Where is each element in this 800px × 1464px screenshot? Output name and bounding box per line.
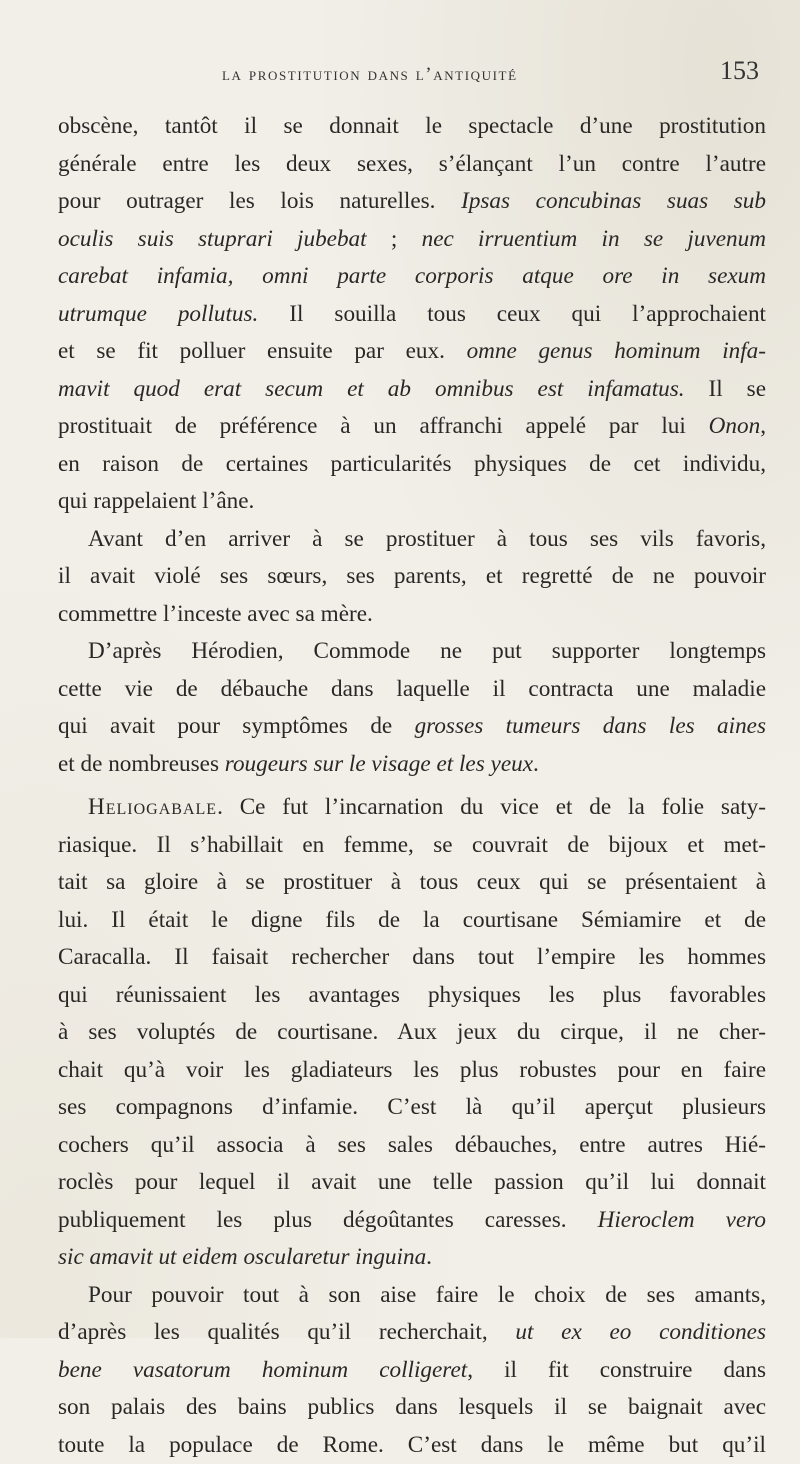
latin-quote: nec irruentium in se juvenum — [422, 226, 766, 252]
latin-quote: Ipsas concubinas suas sub — [461, 188, 766, 214]
latin-quote: utrumque pollutus. — [58, 301, 258, 327]
text-line: d’après les qualités qu’il recherchait, ut ex eo conditiones — [58, 1314, 766, 1352]
paragraph-start: Heliogabale. Ce fut l’incarnation du vice et de la folie saty- — [58, 789, 766, 827]
text-line: riasique. Il s’habillait en femme, se couvrait de bijoux et met- — [58, 827, 766, 865]
text-line: cette vie de débauche dans laquelle il contracta une maladie — [58, 671, 766, 709]
proper-name: Onon — [709, 413, 761, 439]
text-line: il avait violé ses sœurs, ses parents, et regretté de ne pouvoir — [58, 558, 766, 596]
text-line: en raison de certaines particularités physiques de cet individu, — [58, 446, 766, 484]
page-header — [0, 56, 800, 96]
text-line — [58, 258, 766, 296]
text-line: lui. Il était le digne fils de la courtisane Sémiamire et de — [58, 902, 766, 940]
text-line: toute la populace de Rome. C’est dans le même but qu’il — [58, 1427, 766, 1464]
text-line: prostituait de préférence à un affranchi appelé par lui Onon, — [58, 408, 766, 446]
latin-quote: bene vasatorum hominum colligeret — [58, 1357, 467, 1383]
text-line: générale entre les deux sexes, s’élançant l’un contre l’autre — [58, 146, 766, 184]
latin-quote: Hieroclem vero — [598, 1207, 766, 1233]
text-line: Caracalla. Il faisait rechercher dans tout l’empire les hommes — [58, 939, 766, 977]
latin-quote: mavit quod erat secum et ab omnibus est infamatus. — [58, 376, 685, 402]
text-line: sic amavit ut eidem oscularetur inguina. — [58, 1239, 766, 1277]
latin-quote: carebat infamia, omni parte corporis atque ore in sexum — [58, 263, 766, 289]
text-line: publiquement les plus dégoûtantes caresses. Hieroclem vero — [58, 1202, 766, 1240]
text-line: et de nombreuses rougeurs sur le visage et les yeux. — [58, 746, 766, 784]
text-line: roclès pour lequel il avait une telle passion qu’il lui donnait — [58, 1164, 766, 1202]
text-line: utrumque pollutus. Il souilla tous ceux qui l’approchaient — [58, 296, 766, 334]
text-line: commettre l’inceste avec sa mère. — [58, 596, 766, 634]
latin-quote: oculis suis stuprari jubebat — [58, 226, 367, 252]
paragraph-start: Pour pouvoir tout à son aise faire le choix de ses amants, — [58, 1277, 766, 1315]
page-number: 153 — [720, 56, 759, 86]
paragraph-start: D’après Hérodien, Commode ne put supporter longtemps — [58, 633, 766, 671]
emphasis: rougeurs sur le visage et les yeux — [225, 751, 533, 777]
emphasis: grosses tumeurs dans les aines — [415, 713, 766, 739]
text-line: et se fit polluer ensuite par eux. omne genus hominum infa- — [58, 333, 766, 371]
text-line: ses compagnons d’infamie. C’est là qu’il aperçut plusieurs — [58, 1089, 766, 1127]
text-line: pour outrager les lois naturelles. Ipsas concubinas suas sub — [58, 183, 766, 221]
text-line: tait sa gloire à se prostituer à tous ceux qui se présentaient à — [58, 864, 766, 902]
text-line: cochers qu’il associa à ses sales débauches, entre autres Hié- — [58, 1127, 766, 1165]
latin-quote: ut ex eo conditiones — [515, 1319, 766, 1345]
section-heading: Heliogabale — [88, 794, 217, 820]
text-line: obscène, tantôt il se donnait le spectacle d’une prostitution — [58, 108, 766, 146]
body-text — [58, 108, 766, 1464]
latin-quote: sic amavit ut eidem oscularetur inguina — [58, 1244, 426, 1270]
paragraph-start: Avant d’en arriver à se prostituer à tous ses vils favoris, — [58, 521, 766, 559]
text-line: mavit quod erat secum et ab omnibus est infamatus. Il se — [58, 371, 766, 409]
text-line: qui avait pour symptômes de grosses tumeurs dans les aines — [58, 708, 766, 746]
running-title: la prostitution dans l’antiquité — [222, 64, 518, 86]
text-line: qui rappelaient l’âne. — [58, 483, 766, 521]
text-line: à ses voluptés de courtisane. Aux jeux du cirque, il ne cher- — [58, 1014, 766, 1052]
text-line: son palais des bains publics dans lesquels il se baignait avec — [58, 1389, 766, 1427]
text-line: qui réunissaient les avantages physiques les plus favorables — [58, 977, 766, 1015]
text-line: chait qu’à voir les gladiateurs les plus robustes pour en faire — [58, 1052, 766, 1090]
text-line: bene vasatorum hominum colligeret, il fit construire dans — [58, 1352, 766, 1390]
latin-quote: omne genus hominum infa- — [467, 338, 766, 364]
text-line: oculis suis stuprari jubebat ; nec irruentium in se juvenum — [58, 221, 766, 259]
